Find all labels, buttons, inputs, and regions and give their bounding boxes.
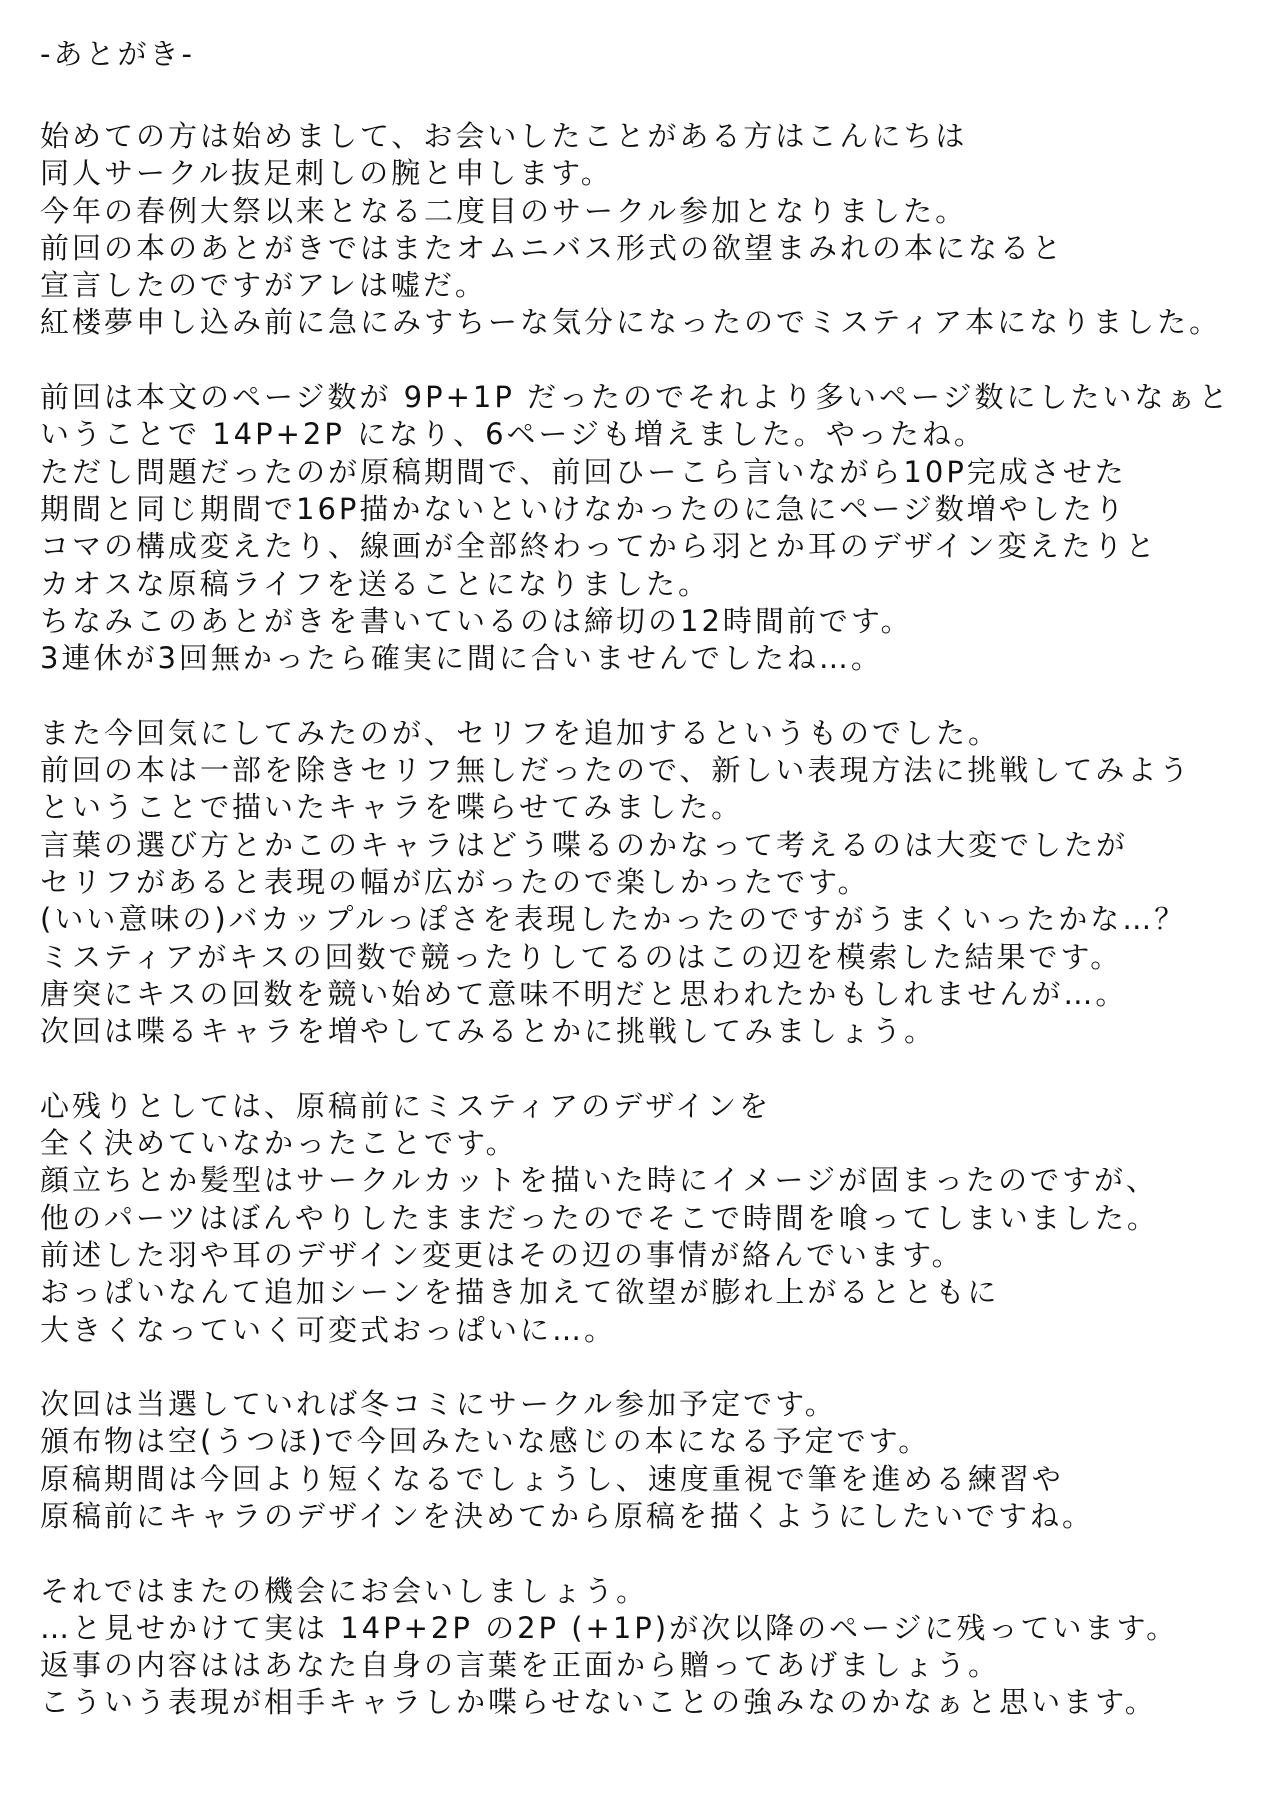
text-line: 前回の本は一部を除きセリフ無しだったので、新しい表現方法に挑戦してみよう	[40, 753, 1192, 788]
text-line: 返事の内容ははあなた自身の言葉を正面から贈ってあげましょう。	[40, 1648, 1001, 1683]
text-line: ただし問題だったのが原稿期間で、前回ひーこら言いながら10P完成させた	[40, 454, 1127, 489]
paragraph-6	[40, 1573, 1260, 1722]
text-line: 他のパーツはぼんやりしたままだったのでそこで時間を喰ってしまいました。	[40, 1200, 1159, 1235]
paragraph-2	[40, 379, 1260, 677]
text-line: 頒布物は空(うつほ)で今回みたいな感じの本になる予定です。	[40, 1424, 931, 1459]
text-line: 前述した羽や耳のデザイン変更はその辺の事情が絡んでいます。	[40, 1237, 964, 1272]
text-line: セリフがあると表現の幅が広がったので楽しかったです。	[40, 864, 870, 899]
text-line: 心残りとしては、原稿前にミスティアのデザインを	[40, 1088, 772, 1123]
text-line: 紅楼夢申し込み前に急にみすちーな気分になったのでミスティア本になりました。	[40, 305, 1222, 340]
spacer	[40, 677, 1260, 714]
text-line: 次回は当選していれば冬コミにサークル参加予定です。	[40, 1387, 837, 1422]
text-line: 前回は本文のページ数が 9P+1P だったのでそれより多いページ数にしたいなぁと	[40, 380, 1231, 415]
paragraph-4	[40, 1088, 1260, 1349]
text-line: こういう表現が相手キャラしか喋らせないことの強みなのかなぁと思います。	[40, 1685, 1157, 1720]
text-line: …と見せかけて実は 14P+2P の2P (+1P)が次以降のページに残っています。	[40, 1610, 1179, 1645]
text-line: ミスティアがキスの回数で競ったりしてるのはこの辺を模索した結果です。	[40, 939, 1123, 974]
text-line: コマの構成変えたり、線画が全部終わってから羽とか耳のデザイン変えたりと	[40, 529, 1158, 564]
text-line: 期間と同じ期間で16P描かないといけなかったのに急にページ数増やしたり	[40, 491, 1127, 526]
paragraph-5	[40, 1386, 1260, 1535]
paragraph-1	[40, 118, 1260, 342]
spacer	[40, 1535, 1260, 1572]
text-line: ちなみこのあとがきを書いているのは締切の12時間前です。	[40, 603, 913, 638]
spacer	[40, 1050, 1260, 1087]
text-line: いうことで 14P+2P になり、6ページも増えました。やったね。	[40, 417, 986, 452]
text-line: 今年の春例大祭以来となる二度目のサークル参加となりました。	[40, 193, 968, 228]
text-line: 原稿前にキャラのデザインを決めてから原稿を描くようにしたいですね。	[40, 1498, 1094, 1533]
text-line: 大きくなっていく可変式おっぱいに…。	[40, 1312, 617, 1347]
text-line: また今回気にしてみたのが、セリフを追加するというものでした。	[40, 715, 1001, 750]
text-line: 顔立ちとか髪型はサークルカットを描いた時にイメージが固まったのですが、	[40, 1163, 1158, 1198]
text-line: 唐突にキスの回数を競い始めて意味不明だと思われたかもしれませんが…。	[40, 976, 1128, 1011]
text-line: 全く決めていなかったことです。	[40, 1126, 518, 1161]
text-line: 宣言したのですがアレは嘘だ。	[40, 268, 487, 303]
text-line: カオスな原稿ライフを送ることになりました。	[40, 566, 710, 601]
text-line: 同人サークル抜足刺しの腕と申します。	[40, 156, 613, 191]
spacer	[40, 342, 1260, 379]
text-line: 原稿期間は今回より短くなるでしょうし、速度重視で筆を進める練習や	[40, 1461, 1064, 1496]
spacer	[40, 1349, 1260, 1386]
text-line: (いい意味の)バカップルっぽさを表現したかったのですがうまくいったかな…？	[40, 902, 1187, 937]
text-line: 次回は喋るキャラを増やしてみるとかに挑戦してみましょう。	[40, 1014, 937, 1049]
afterword-title: -あとがき-	[40, 37, 195, 71]
text-line: 前回の本のあとがきではまたオムニバス形式の欲望まみれの本になると	[40, 230, 1065, 265]
text-line: ということで描いたキャラを喋らせてみました。	[40, 790, 744, 825]
text-line: 始めての方は始めまして、お会いしたことがある方はこんにちは	[40, 119, 968, 153]
spacer	[40, 80, 1260, 118]
text-line: おっぱいなんて追加シーンを描き加えて欲望が膨れ上がるとともに	[40, 1275, 1000, 1310]
text-line: 言葉の選び方とかこのキャラはどう喋るのかなって考えるのは大変でしたが	[40, 827, 1129, 862]
text-line: 3連休が3回無かったら確実に間に合いませんでしたね…。	[40, 641, 883, 676]
afterword-page	[40, 28, 1260, 1722]
text-line: それではまたの機会にお会いしましょう。	[40, 1573, 649, 1608]
paragraph-3	[40, 715, 1260, 1051]
